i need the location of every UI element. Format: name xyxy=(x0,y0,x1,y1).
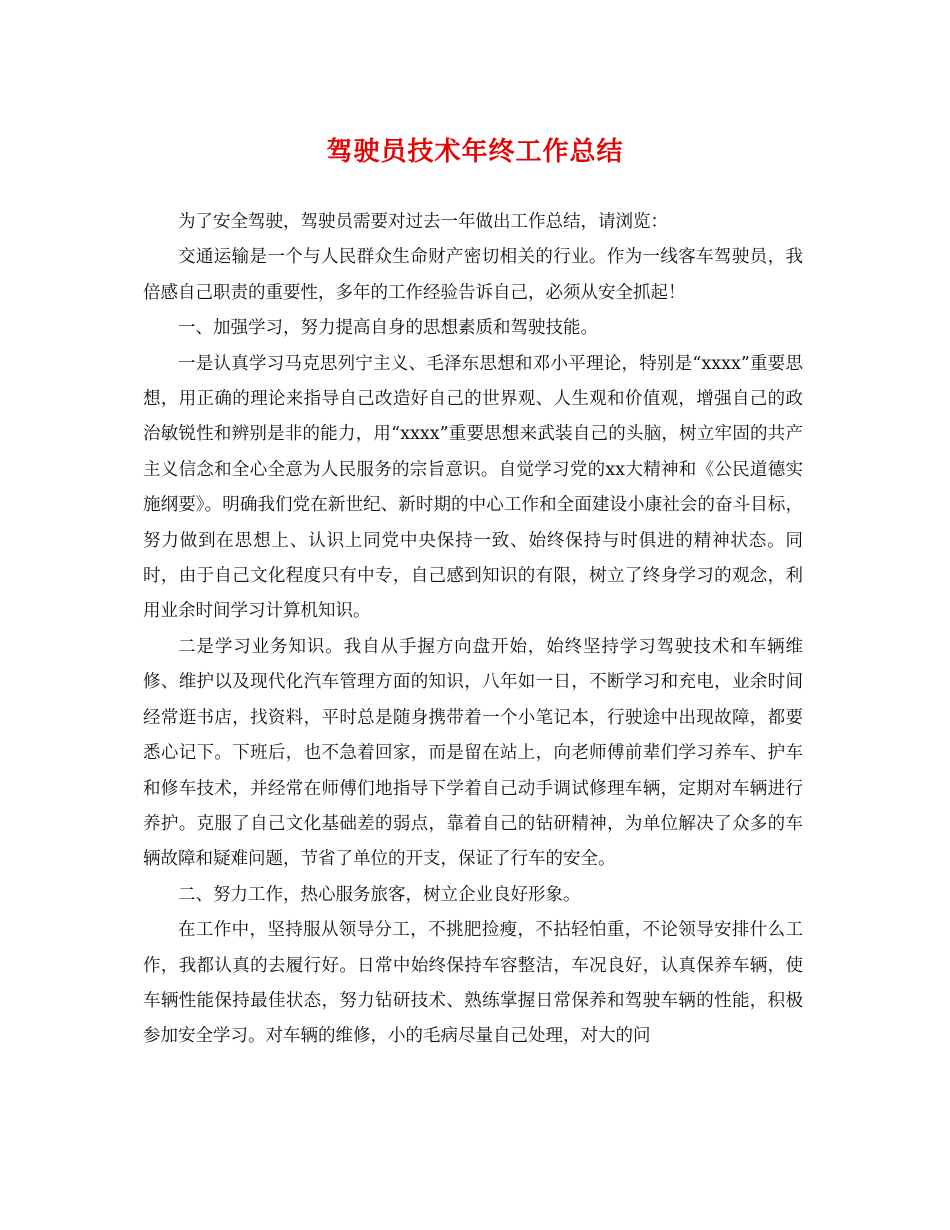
paragraph-transport: 交通运输是一个与人民群众生命财产密切相关的行业。作为一线客车驾驶员，我倍感自己职责的重要性，多年的工作经验告诉自己，必须从安全抓起！ xyxy=(143,247,803,303)
paragraph-intro: 为了安全驾驶，驾驶员需要对过去一年做出工作总结，请浏览： xyxy=(178,212,668,232)
heading-section-1: 一、加强学习，努力提高自身的思想素质和驾驶技能。 xyxy=(178,318,598,339)
paragraph-theory-study: 一是认真学习马克思列宁主义、毛泽东思想和邓小平理论，特别是“xxxx”重要思想，用正确的理论来指导自己改造好自己的世界观、人生观和价值观，增强自己的政治敏锐性和辨别是非的能力，用“xxxx”重要思想来武装自己的头脑，树立牢固的共产主义信念和全心全意为人民服务的宗旨意识。自觉学习党的xx大精神和《公民道德实施纲要》。明确我们党在新世纪、新时期的中心工作和全面建设小康社会的奋斗目标，努力做到在思想上、认识上同党中央保持一致、始终保持与时俱进的精神状态。同时，由于自己文化程度只有中专，自己感到知识的有限，树立了终身学习的观念，利用业余时间学习计算机知识。 xyxy=(143,353,803,622)
document-title: 驾驶员技术年终工作总结 xyxy=(326,137,624,167)
paragraph-business-study: 二是学习业务知识。我自从手握方向盘开始，始终坚持学习驾驶技术和车辆维修、维护以及现代化汽车管理方面的知识，八年如一日，不断学习和充电，业余时间经常逛书店，找资料，平时总是随身携带着一个小笔记本，行驶途中出现故障，都要悉心记下。下班后，也不急着回家，而是留在站上，向老师傅前辈们学习养车、护车和修车技术，并经常在师傅们地指导下学着自己动手调试修理车辆，定期对车辆进行养护。克服了自己文化基础差的弱点，靠着自己的钻研精神，为单位解决了众多的车辆故障和疑难问题，节省了单位的开支，保证了行车的安全。 xyxy=(143,636,803,870)
paragraph-work: 在工作中，坚持服从领导分工，不挑肥捡瘦，不拈轻怕重，不论领导安排什么工作，我都认真的去履行好。日常中始终保持车容整洁，车况良好，认真保养车辆，使车辆性能保持最佳状态，努力钻研技术、熟练掌握日常保养和驾驶车辆的性能，积极参加安全学习。对车辆的维修，小的毛病尽量自己处理，对大的问 xyxy=(143,920,803,1047)
document-body xyxy=(143,205,803,1055)
heading-section-2: 二、努力工作，热心服务旅客，树立企业良好形象。 xyxy=(178,884,581,905)
